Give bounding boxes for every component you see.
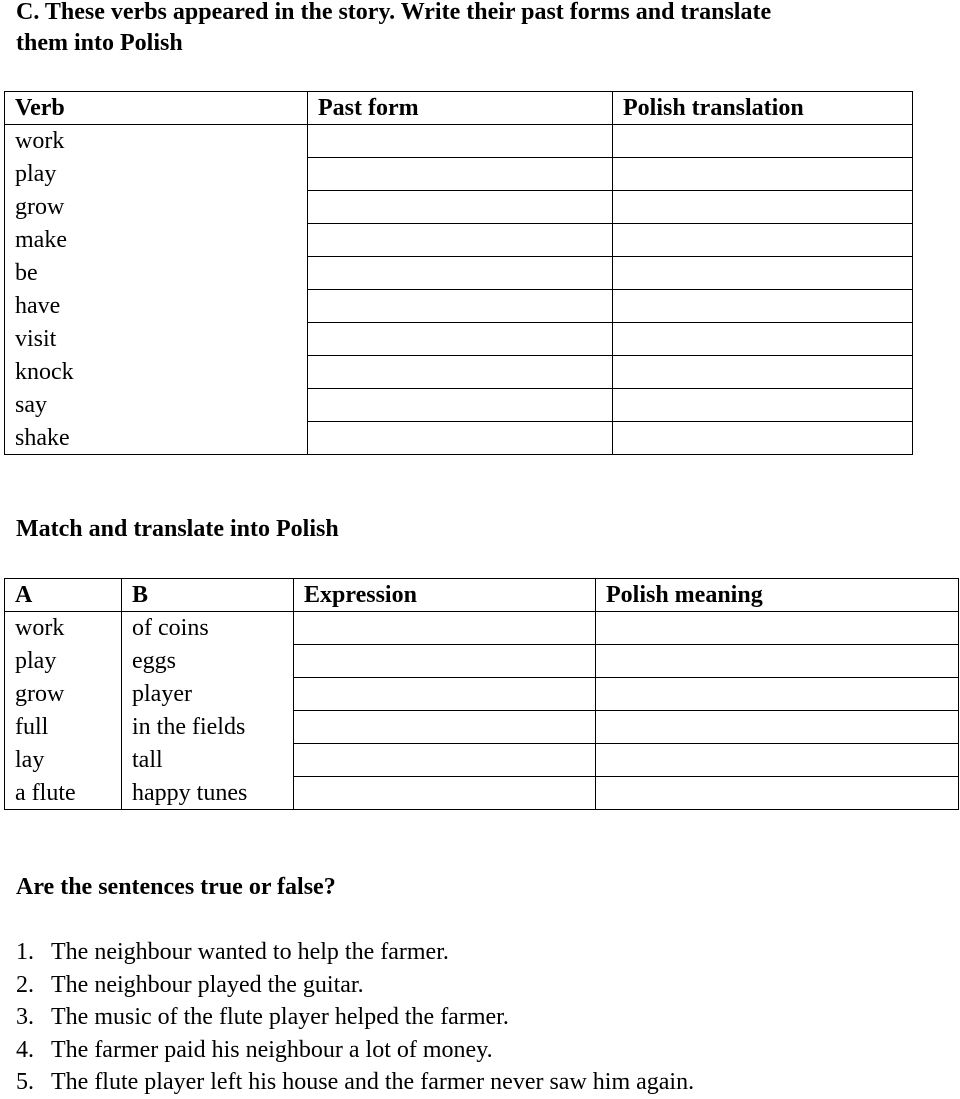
sentence-item — [16, 1066, 694, 1099]
verb-cell: say — [5, 389, 308, 422]
verb-row — [5, 125, 913, 158]
past-form-cell[interactable] — [308, 356, 613, 389]
polish-translation-cell[interactable] — [613, 191, 913, 224]
verb-row — [5, 422, 913, 455]
match-b-cell: happy tunes — [122, 777, 294, 810]
verb-row — [5, 290, 913, 323]
polish-meaning-cell[interactable] — [596, 678, 959, 711]
section-c-title-line1: C. These verbs appeared in the story. Write their past forms and translate — [16, 0, 772, 25]
match-b-cell: of coins — [122, 612, 294, 645]
polish-translation-cell[interactable] — [613, 290, 913, 323]
match-a-cell: lay — [5, 744, 122, 777]
verb-cell: make — [5, 224, 308, 257]
polish-meaning-cell[interactable] — [596, 744, 959, 777]
past-form-cell[interactable] — [308, 389, 613, 422]
past-form-cell[interactable] — [308, 290, 613, 323]
match-table — [4, 578, 959, 810]
match-row — [5, 678, 959, 711]
verb-row — [5, 158, 913, 191]
sentence-number: 4. — [16, 1036, 34, 1063]
sentence-text: The neighbour played the guitar. — [51, 971, 364, 998]
verb-row — [5, 323, 913, 356]
match-a-cell: play — [5, 645, 122, 678]
sentence-number: 3. — [16, 1004, 34, 1030]
match-row — [5, 711, 959, 744]
verb-cell: have — [5, 290, 308, 323]
expression-cell[interactable] — [294, 744, 596, 777]
verb-row — [5, 191, 913, 224]
polish-translation-cell[interactable] — [613, 257, 913, 290]
match-row — [5, 645, 959, 678]
polish-translation-cell[interactable] — [613, 158, 913, 191]
match-row — [5, 612, 959, 645]
sentence-text: The farmer paid his neighbour a lot of money. — [51, 1036, 493, 1063]
match-table-header — [5, 579, 959, 612]
polish-meaning-header: Polish meaning — [596, 579, 959, 612]
verb-row — [5, 224, 913, 257]
match-row — [5, 744, 959, 777]
verb-row — [5, 389, 913, 422]
match-a-cell: a flute — [5, 777, 122, 810]
expression-cell[interactable] — [294, 711, 596, 744]
sentence-item — [16, 969, 694, 1002]
sentence-number: 2. — [16, 971, 34, 998]
expression-cell[interactable] — [294, 777, 596, 810]
match-b-cell: tall — [122, 744, 294, 777]
verb-cell: work — [5, 125, 308, 158]
verb-cell: play — [5, 158, 308, 191]
polish-translation-cell[interactable] — [613, 389, 913, 422]
polish-translation-cell[interactable] — [613, 224, 913, 257]
past-form-cell[interactable] — [308, 191, 613, 224]
match-title: Match and translate into Polish — [16, 516, 339, 542]
col-b-header: B — [122, 579, 294, 612]
polish-meaning-cell[interactable] — [596, 612, 959, 645]
polish-meaning-cell[interactable] — [596, 711, 959, 744]
verbs-table — [4, 91, 913, 455]
match-b-cell: eggs — [122, 645, 294, 678]
true-false-list — [16, 936, 694, 1099]
expression-header: Expression — [294, 579, 596, 612]
past-form-header: Past form — [308, 92, 613, 125]
past-form-cell[interactable] — [308, 125, 613, 158]
sentence-text: The neighbour wanted to help the farmer. — [51, 939, 449, 965]
match-a-cell: grow — [5, 678, 122, 711]
past-form-cell[interactable] — [308, 422, 613, 455]
verbs-table-header — [5, 92, 913, 125]
sentence-number: 1. — [16, 939, 34, 965]
section-c-title — [16, 0, 771, 59]
match-b-cell: in the fields — [122, 711, 294, 744]
expression-cell[interactable] — [294, 612, 596, 645]
polish-translation-cell[interactable] — [613, 356, 913, 389]
past-form-cell[interactable] — [308, 257, 613, 290]
verb-header: Verb — [5, 92, 308, 125]
verb-cell: visit — [5, 323, 308, 356]
verb-row — [5, 257, 913, 290]
verb-cell: grow — [5, 191, 308, 224]
verb-cell: be — [5, 257, 308, 290]
sentence-number: 5. — [16, 1069, 34, 1095]
sentence-item — [16, 936, 694, 969]
true-false-title: Are the sentences true or false? — [16, 874, 336, 900]
verb-cell: knock — [5, 356, 308, 389]
sentence-item — [16, 1034, 694, 1067]
match-b-cell: player — [122, 678, 294, 711]
past-form-cell[interactable] — [308, 323, 613, 356]
verb-row — [5, 356, 913, 389]
polish-translation-cell[interactable] — [613, 323, 913, 356]
polish-meaning-cell[interactable] — [596, 777, 959, 810]
match-a-cell: full — [5, 711, 122, 744]
match-a-cell: work — [5, 612, 122, 645]
section-c-title-line2: them into Polish — [16, 30, 183, 56]
past-form-cell[interactable] — [308, 224, 613, 257]
polish-translation-header: Polish translation — [613, 92, 913, 125]
col-a-header: A — [5, 579, 122, 612]
verb-cell: shake — [5, 422, 308, 455]
polish-meaning-cell[interactable] — [596, 645, 959, 678]
expression-cell[interactable] — [294, 678, 596, 711]
match-row — [5, 777, 959, 810]
polish-translation-cell[interactable] — [613, 422, 913, 455]
sentence-item — [16, 1001, 694, 1034]
past-form-cell[interactable] — [308, 158, 613, 191]
polish-translation-cell[interactable] — [613, 125, 913, 158]
sentence-text: The music of the flute player helped the farmer. — [51, 1004, 509, 1030]
expression-cell[interactable] — [294, 645, 596, 678]
sentence-text: The flute player left his house and the farmer never saw him again. — [51, 1069, 695, 1095]
